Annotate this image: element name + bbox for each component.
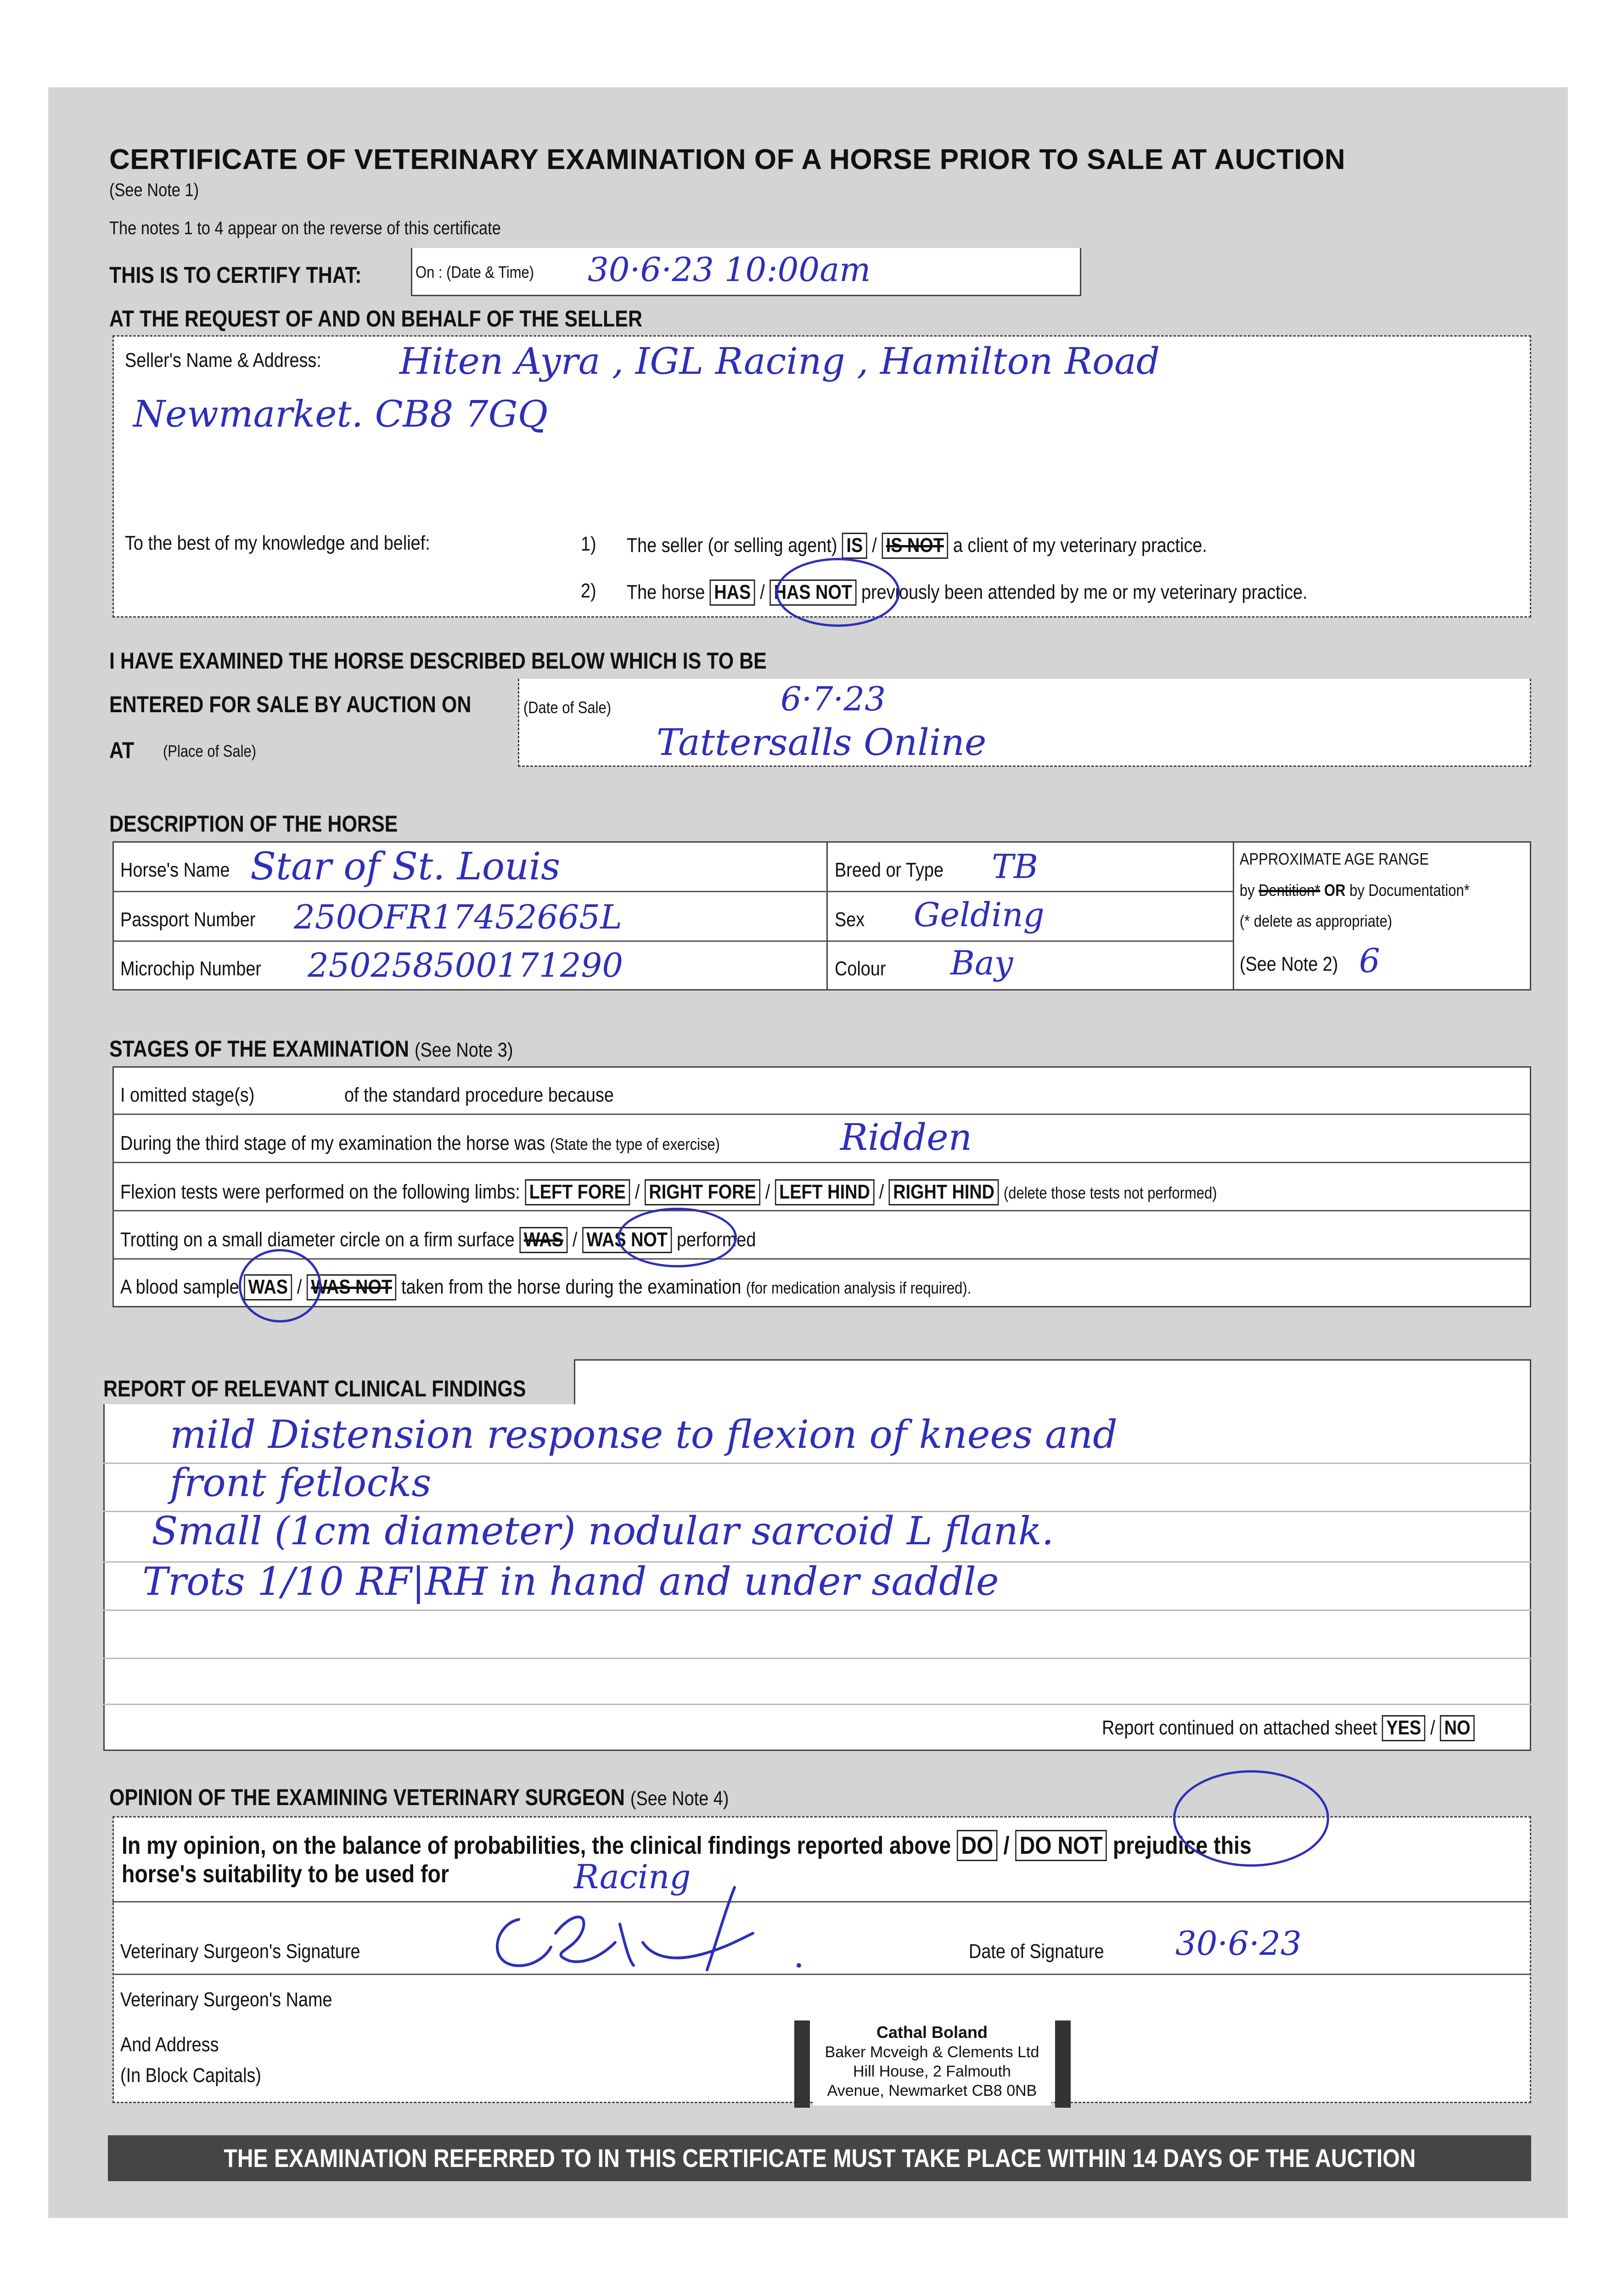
horse-row-divider — [112, 940, 1233, 942]
report-line-1: mild Distension response to flexion of knees and — [170, 1412, 1118, 1457]
footer-banner-text: THE EXAMINATION REFERRED TO IN THIS CERTIFICATE MUST TAKE PLACE WITHIN 14 DAYS OF THE AUCTION — [223, 2144, 1416, 2172]
age-note: (See Note 2) — [1240, 953, 1338, 975]
blood-post: taken from the horse during the examination — [401, 1276, 741, 1298]
age-or: OR — [1324, 881, 1346, 900]
stamp-firm: Baker Mcveigh & Clements Ltd — [825, 2043, 1039, 2061]
client-is-option[interactable]: IS — [842, 533, 867, 559]
stamp-bar-right — [1055, 2020, 1071, 2108]
stages-heading — [109, 1035, 513, 1062]
blood-was-circle-mark — [239, 1249, 321, 1322]
report-heading-field — [574, 1359, 1531, 1405]
continued-label: Report continued on attached sheet — [1102, 1716, 1377, 1739]
horse-name-label: Horse's Name — [120, 859, 230, 881]
age-delete-note: (* delete as appropriate) — [1240, 912, 1393, 930]
blood-row: A blood sample WAS / WAS NOT taken from the horse during the examination (for medication analysis if required). — [120, 1274, 971, 1300]
sale-date-value: 6·7·23 — [781, 680, 886, 718]
third-stage-label: During the third stage of my examination the horse was — [120, 1132, 545, 1154]
trot-label: Trotting on a small diameter circle on a firm surface — [120, 1228, 515, 1251]
examined-line: I HAVE EXAMINED THE HORSE DESCRIBED BELOW WHICH IS TO BE — [109, 648, 767, 674]
attended-has-option[interactable]: HAS — [710, 580, 755, 606]
breed-label: Breed or Type — [835, 859, 944, 881]
horse-heading: DESCRIPTION OF THE HORSE — [109, 811, 398, 837]
flexion-note: (delete those tests not performed) — [1003, 1183, 1217, 1202]
title-note: (See Note 1) — [109, 180, 199, 200]
continued-yes-option[interactable]: YES — [1382, 1715, 1426, 1741]
request-line: AT THE REQUEST OF AND ON BEHALF OF THE SELLER — [109, 306, 642, 332]
opinion-heading — [109, 1784, 729, 1811]
age-value: 6 — [1359, 941, 1380, 980]
report-line-2: front fetlocks — [170, 1460, 432, 1505]
trot-wasnot-option[interactable]: WAS NOT — [582, 1227, 672, 1253]
stamp-name: Cathal Boland — [876, 2023, 988, 2042]
blood-wasnot-option[interactable]: WAS NOT — [307, 1274, 397, 1300]
colour-label: Colour — [835, 957, 886, 980]
colour-value: Bay — [950, 944, 1013, 982]
horse-col-divider — [1233, 841, 1234, 990]
opinion-statement: In my opinion, on the balance of probabilities, the clinical findings reported above DO / DO NOT prejudice this — [122, 1830, 1252, 1861]
vet-signature — [477, 1874, 808, 1979]
third-stage — [120, 1132, 720, 1155]
flexion-label: Flexion tests were performed on the following limbs: — [120, 1181, 520, 1203]
opinion-row-divider — [112, 1974, 1531, 1975]
stages-note: (See Note 3) — [414, 1039, 513, 1061]
seller-line1: Hiten Ayra , IGL Racing , Hamilton Road — [399, 340, 1160, 383]
item2-post: previously been attended by me or my veterinary practice. — [861, 581, 1308, 603]
report-ruling — [103, 1704, 1531, 1705]
footer-banner — [108, 2135, 1531, 2181]
exercise-value: Ridden — [840, 1116, 972, 1159]
opinion-text-a: In my opinion, on the balance of probabilities, the clinical findings reported above — [122, 1832, 951, 1859]
blood-label: A blood sample — [120, 1276, 239, 1298]
vet-name-label: Veterinary Surgeon's Name — [120, 1988, 332, 2011]
at-label: AT — [109, 737, 135, 763]
block-capitals-label: (In Block Capitals) — [120, 2064, 262, 2087]
flexion-right-hind[interactable]: RIGHT HIND — [889, 1179, 999, 1205]
stages-row-divider — [112, 1258, 1531, 1260]
opinion-title: OPINION OF THE EXAMINING VETERINARY SURGEON — [109, 1784, 625, 1810]
trot-post: performed — [676, 1228, 756, 1251]
horse-row-divider — [112, 891, 1233, 892]
microchip-label: Microchip Number — [120, 957, 262, 980]
stages-row-divider — [112, 1162, 1531, 1163]
report-line-4: Trots 1/10 RF|RH in hand and under saddle — [142, 1559, 999, 1604]
passport-label: Passport Number — [120, 908, 256, 931]
microchip-value: 250258500171290 — [308, 946, 623, 985]
report-heading: REPORT OF RELEVANT CLINICAL FINDINGS — [103, 1376, 526, 1401]
sex-value: Gelding — [914, 895, 1045, 934]
item1-number: 1) — [581, 533, 596, 555]
seller-label: Seller's Name & Address: — [125, 349, 321, 371]
trot-was-option[interactable]: WAS — [519, 1227, 567, 1253]
stages-title: STAGES OF THE EXAMINATION — [109, 1036, 409, 1062]
certificate-title: CERTIFICATE OF VETERINARY EXAMINATION OF A HORSE PRIOR TO SALE AT AUCTION — [109, 144, 1346, 175]
opinion-text-b: prejudice this — [1112, 1832, 1252, 1859]
item2-number: 2) — [581, 580, 596, 602]
sale-place-value: Tattersalls Online — [657, 721, 987, 764]
sale-date-label: (Date of Sale) — [523, 698, 612, 717]
opinion-row-divider — [112, 1901, 1531, 1902]
item2-text: The horse HAS / HAS NOT previously been attended by me or my veterinary practice. — [627, 580, 1308, 606]
age-by: by — [1240, 881, 1255, 900]
omitted-reason-label: of the standard procedure because — [344, 1084, 614, 1106]
item1-pre: The seller (or selling agent) — [627, 534, 837, 557]
certify-label: THIS IS TO CERTIFY THAT: — [109, 262, 362, 288]
item1-post: a client of my veterinary practice. — [953, 534, 1207, 557]
item2-pre: The horse — [627, 581, 705, 603]
flexion-right-fore[interactable]: RIGHT FORE — [645, 1179, 760, 1205]
entered-line: ENTERED FOR SALE BY AUCTION ON — [109, 692, 472, 717]
date-signature-label: Date of Signature — [969, 1940, 1104, 1963]
stages-row-divider — [112, 1114, 1531, 1115]
continued-no-option[interactable]: NO — [1440, 1715, 1475, 1741]
horse-name-value: Star of St. Louis — [250, 845, 561, 889]
sex-label: Sex — [835, 908, 865, 931]
report-line-3: Small (1cm diameter) nodular sarcoid L flank. — [152, 1508, 1054, 1553]
age-documentation: by Documentation* — [1349, 881, 1470, 900]
vet-address-label: And Address — [120, 2033, 219, 2056]
opinion-note: (See Note 4) — [630, 1787, 729, 1810]
third-stage-note: (State the type of exercise) — [550, 1135, 720, 1154]
trot-wasnot-circle-mark — [618, 1208, 737, 1267]
stamp-address-1: Hill House, 2 Falmouth — [853, 2063, 1011, 2080]
trot-row: Trotting on a small diameter circle on a firm surface WAS / WAS NOT performed — [120, 1227, 756, 1253]
breed-value: TB — [992, 847, 1038, 886]
stamp-address-2: Avenue, Newmarket CB8 0NB — [827, 2082, 1037, 2099]
age-method — [1240, 881, 1470, 900]
belief-label: To the best of my knowledge and belief: — [125, 532, 430, 554]
vet-stamp — [813, 2023, 1051, 2105]
horse-col-divider — [826, 841, 828, 990]
flexion-left-fore[interactable]: LEFT FORE — [525, 1179, 630, 1205]
report-ruling — [103, 1609, 1531, 1611]
flexion-row: Flexion tests were performed on the following limbs: LEFT FORE / RIGHT FORE / LEFT HIND / RIGHT HIND (delete those tests not performed) — [120, 1179, 1217, 1205]
stages-row-divider — [112, 1210, 1531, 1211]
age-dentition-struck: Dentition* — [1258, 881, 1320, 900]
suitability-label: horse's suitability to be used for — [122, 1860, 449, 1888]
blood-note: (for medication analysis if required). — [746, 1278, 972, 1297]
sale-place-label: (Place of Sale) — [163, 742, 257, 760]
flexion-left-hind[interactable]: LEFT HIND — [775, 1179, 875, 1205]
blood-was-option[interactable]: WAS — [244, 1274, 292, 1300]
donot-circle-mark — [1173, 1770, 1329, 1867]
age-title: APPROXIMATE AGE RANGE — [1240, 850, 1429, 868]
report-ruling — [103, 1658, 1531, 1659]
attended-hasnot-option[interactable]: HAS NOT — [769, 580, 856, 606]
report-continued: Report continued on attached sheet YES / NO — [1102, 1715, 1475, 1741]
prejudice-do-option[interactable]: DO — [957, 1830, 998, 1861]
stamp-bar-left — [794, 2020, 810, 2108]
client-isnot-option[interactable]: IS NOT — [882, 533, 948, 559]
date-signature-value: 30·6·23 — [1175, 1924, 1302, 1963]
suitability-value: Racing — [574, 1857, 691, 1896]
item1-text: The seller (or selling agent) IS / IS NOT a client of my veterinary practice. — [627, 533, 1207, 559]
hasnot-circle-mark — [776, 558, 900, 627]
datetime-label: On : (Date & Time) — [416, 263, 534, 281]
datetime-value: 30·6·23 10:00am — [588, 250, 871, 289]
signature-label: Veterinary Surgeon's Signature — [120, 1940, 360, 1963]
omitted-label: I omitted stage(s) — [120, 1084, 255, 1106]
passport-value: 250OFR17452665L — [294, 898, 622, 936]
notes-line: The notes 1 to 4 appear on the reverse of this certificate — [109, 218, 501, 238]
prejudice-donot-option[interactable]: DO NOT — [1015, 1830, 1107, 1861]
seller-line2: Newmarket. CB8 7GQ — [133, 393, 548, 435]
